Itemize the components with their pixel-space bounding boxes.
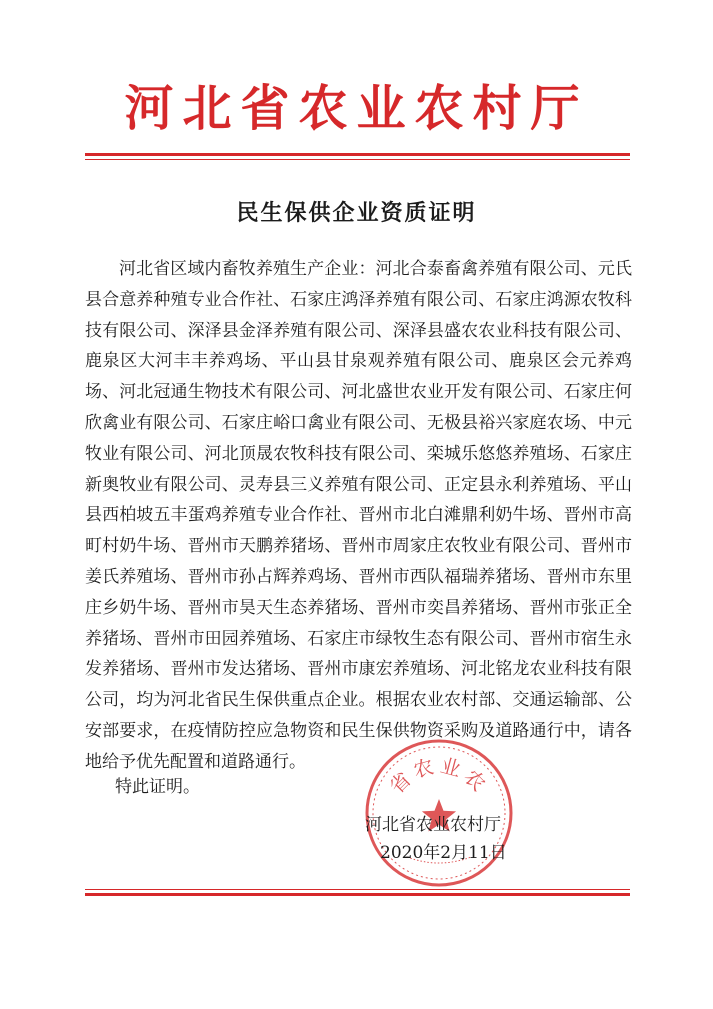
footer-rule-thick [85, 893, 630, 896]
issue-date: 2020年2月11日 [380, 843, 507, 863]
document-body: 河北省区域内畜牧养殖生产企业：河北合泰畜禽养殖有限公司、元氏县合意养种殖专业合作社、石家庄鸿泽养殖有限公司、石家庄鸿源农牧科技有限公司、深泽县金泽养殖有限公司、深泽县盛农农业科技有限公司、鹿泉区大河丰丰养鸡场、平山县甘泉观养殖有限公司、鹿泉区会元养鸡场、河北冠通生物技术有限公司、河北盛世农业开发有限公司、石家庄何欣禽业有限公司、石家庄峪口禽业有限公司、无极县裕兴家庭农场、中元牧业有限公司、河北顶晟农牧科技有限公司、栾城乐悠悠养殖场、石家庄新奥牧业有限公司、灵寿县三义养殖有限公司、正定县永利养殖场、平山县西柏坡五丰蛋鸡养殖专业合作社、晋州市北白滩鼎利奶牛场、晋州市高町村奶牛场、晋州市天鹏养猪场、晋州市周家庄农牧业有限公司、晋州市姜氏养殖场、晋州市孙占辉养鸡场、晋州市西队福瑞养猪场、晋州市东里庄乡奶牛场、晋州市昊天生态养猪场、晋州市奕昌养猪场、晋州市张正全养猪场、晋州市田园养殖场、石家庄市绿牧生态有限公司、晋州市宿生永发养猪场、晋州市发达猪场、晋州市康宏养殖场、河北铭龙农业科技有限公司，均为河北省民生保供重点企业。根据农业农村部、交通运输部、公安部要求，在疫情防控应急物资和民生保供物资采购及道路通行中，请各地给予优先配置和道路通行。 [85, 259, 632, 772]
masthead-title: 河北省农业农村厅 [124, 79, 589, 137]
issuer-name: 河北省农业农村厅 [365, 815, 501, 835]
footer-rule-thin [85, 889, 630, 890]
masthead-rule-thick [85, 153, 630, 156]
document-title: 民生保供企业资质证明 [236, 200, 477, 226]
closing-phrase: 特此证明。 [115, 777, 200, 797]
masthead-rule-thin [85, 159, 630, 160]
seal-arc-text: 省农业农 [384, 753, 494, 799]
